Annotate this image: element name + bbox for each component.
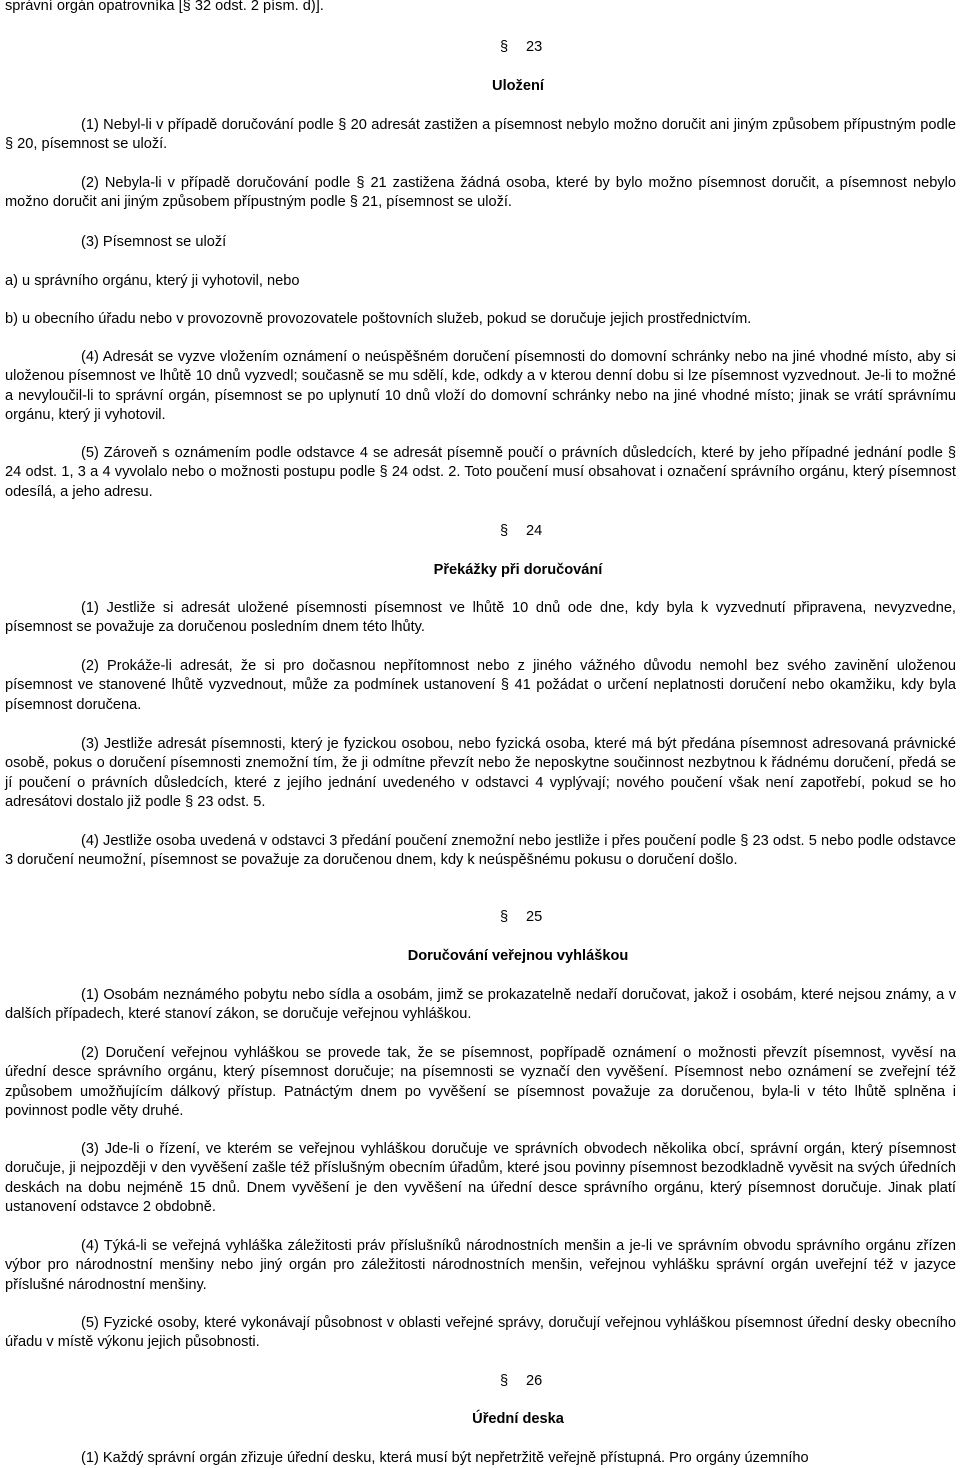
s25-paragraph-3: (3) Jde-li o řízení, ve kterém se veřejnou vyhláškou doručuje ve správních obvodech několika obcí, správní orgán, který písemnost doručuje, ji nejpozději v den vyvěšení zašle též příslušným obecním úřadům, které jsou povinny písemnost bezodkladně vyvěsit na svých úředních deskách na dobu nejméně 15 dnů. Dnem vyvěšení je den vyvěšení na úřední desce správního orgánu, který písemnost doručuje. Jinak platí ustanovení odstavce 2 obdobně. [5,1141,956,1216]
s23-paragraph-5: (5) Zároveň s oznámením podle odstavce 4 se adresát písemně poučí o právních důsledcích, které by jeho případné jednání podle § 24 odst. 1, 3 a 4 vyvolalo nebo o možnosti postupu podle § 24 odst. 2. Toto poučení musí obsahovat i označení správního orgánu, který písemnost odesílá, a jeho adresu. [5,445,956,500]
section-title-25: Doručování veřejnou vyhláškou [407,948,629,964]
s23-paragraph-2: (2) Nebyla-li v případě doručování podle § 21 zastižena žádná osoba, které by bylo možno písemnost doručit, a písemnost nebylo možno doručit ani jiným způsobem přípustným podle § 21, písemnost se uloží. [5,175,956,211]
section-symbol: § [500,523,509,539]
s24-paragraph-2: (2) Prokáže-li adresát, že si pro dočasnou nepřítomnost nebo z jiného vážného důvodu nemohl bez svého zavinění uloženou písemnost ve stanovené lhůtě vyzvednout, může za podmínek ustanovení § 41 požádat o určení neplatnosti doručení nebo okamžiku, kdy byla písemnost doručena. [5,658,956,713]
s23-paragraph-3b: b) u obecního úřadu nebo v provozovně provozovatele poštovních služeb, pokud se doručuje jejich prostřednictvím. [5,311,752,327]
section-number-25: § 25 [500,908,560,927]
section-symbol: § [500,39,509,55]
section-number-26: § 26 [500,1372,560,1391]
s23-paragraph-4: (4) Adresát se vyzve vložením oznámení o neúspěšném doručení písemnosti do domovní schránky nebo na jiné vhodné místo, aby si uloženou písemnost ve lhůtě 10 dnů vyzvedl; současně se mu sdělí, kde, odkdy a v kterou denní dobu si lze písemnost vyzvednout. Je-li to možné a nevyloučil-li to správní orgán, písemnost se po uplynutí 10 dnů vloží do domovní schránky nebo na jiné vhodné místo; jinak se vrátí správnímu orgánu, který ji vyhotovil. [5,349,956,424]
s23-paragraph-1: (1) Nebyl-li v případě doručování podle § 20 adresát zastižen a písemnost nebylo možno doručit ani jiným způsobem přípustným podle § 20, písemnost se uloží. [5,117,956,153]
s25-paragraph-2: (2) Doručení veřejnou vyhláškou se provede tak, že se písemnost, popřípadě oznámení o možnosti převzít písemnost, vyvěsí na úřední desce správního orgánu, který písemnost doručuje; na písemnosti se vyznačí den vyvěšení. Písemnost nebo oznámení se zveřejní též způsobem umožňujícím dálkový přístup. Patnáctým dnem po vyvěšení se písemnost považuje za doručenou, byla-li v této lhůtě splněna i povinnost podle věty druhé. [5,1045,956,1120]
section-number-24: § 24 [500,522,560,541]
s23-paragraph-3: (3) Písemnost se uloží [81,234,227,250]
section-number-23: § 23 [500,38,560,57]
section-title-23: Uložení [492,78,544,94]
s25-paragraph-5: (5) Fyzické osoby, které vykonávají působnost v oblasti veřejné správy, doručují veřejnou vyhláškou písemnost úřední desky obecního úřadu v místě výkonu jejich působnosti. [5,1315,956,1351]
s24-paragraph-1: (1) Jestliže si adresát uložené písemnosti písemnost ve lhůtě 10 dnů ode dne, kdy byla k vyzvednutí připravena, nevyzvedne, písemnost se považuje za doručenou posledním dnem této lhůty. [5,600,956,636]
s26-paragraph-1: (1) Každý správní orgán zřizuje úřední desku, která musí být nepřetržitě veřejně přístupná. Pro orgány územního [81,1450,809,1466]
section-symbol: § [500,1373,509,1389]
s24-paragraph-4: (4) Jestliže osoba uvedená v odstavci 3 předání poučení znemožní nebo jestliže i přes poučení podle § 23 odst. 5 nebo podle odstavce 3 doručení neumožní, písemnost se považuje za doručenou dnem, kdy k neúspěšnému pokusu o doručení došlo. [5,833,956,869]
section-title-24: Překážky při doručování [433,562,603,578]
section-title-26: Úřední deska [472,1411,564,1427]
s24-paragraph-3: (3) Jestliže adresát písemnosti, který je fyzickou osobou, nebo fyzická osoba, které má být předána písemnost adresovaná právnické osobě, pokus o doručení písemnosti znemožní tím, že ji odmítne převzít nebo že neposkytne součinnost nezbytnou k řádnému doručení, předá se jí poučení o právních důsledcích, které z jejího jednání uvedeného v odstavci 4 vyplývají; nového poučení však není zapotřebí, pokud se ho adresátovi dostalo již podle § 23 odst. 5. [5,736,956,811]
s25-paragraph-1: (1) Osobám neznámého pobytu nebo sídla a osobám, jimž se prokazatelně nedaří doručovat, jakož i osobám, které nejsou známy, a v dalších případech, které stanoví zákon, se doručuje veřejnou vyhláškou. [5,987,956,1023]
s23-paragraph-3a: a) u správního orgánu, který ji vyhotovil, nebo [5,273,300,289]
top-line: správní orgán opatrovníka [§ 32 odst. 2 písm. d)]. [5,0,324,14]
section-symbol: § [500,909,509,925]
s25-paragraph-4: (4) Týká-li se veřejná vyhláška záležitosti práv příslušníků národnostních menšin a je-li ve správním obvodu správního orgánu zřízen výbor pro národnostní menšiny nebo jiný orgán pro záležitosti národnostních menšin, veřejnou vyhlášku správní orgán uveřejní též v jazyce příslušné národnostní menšiny. [5,1238,956,1293]
